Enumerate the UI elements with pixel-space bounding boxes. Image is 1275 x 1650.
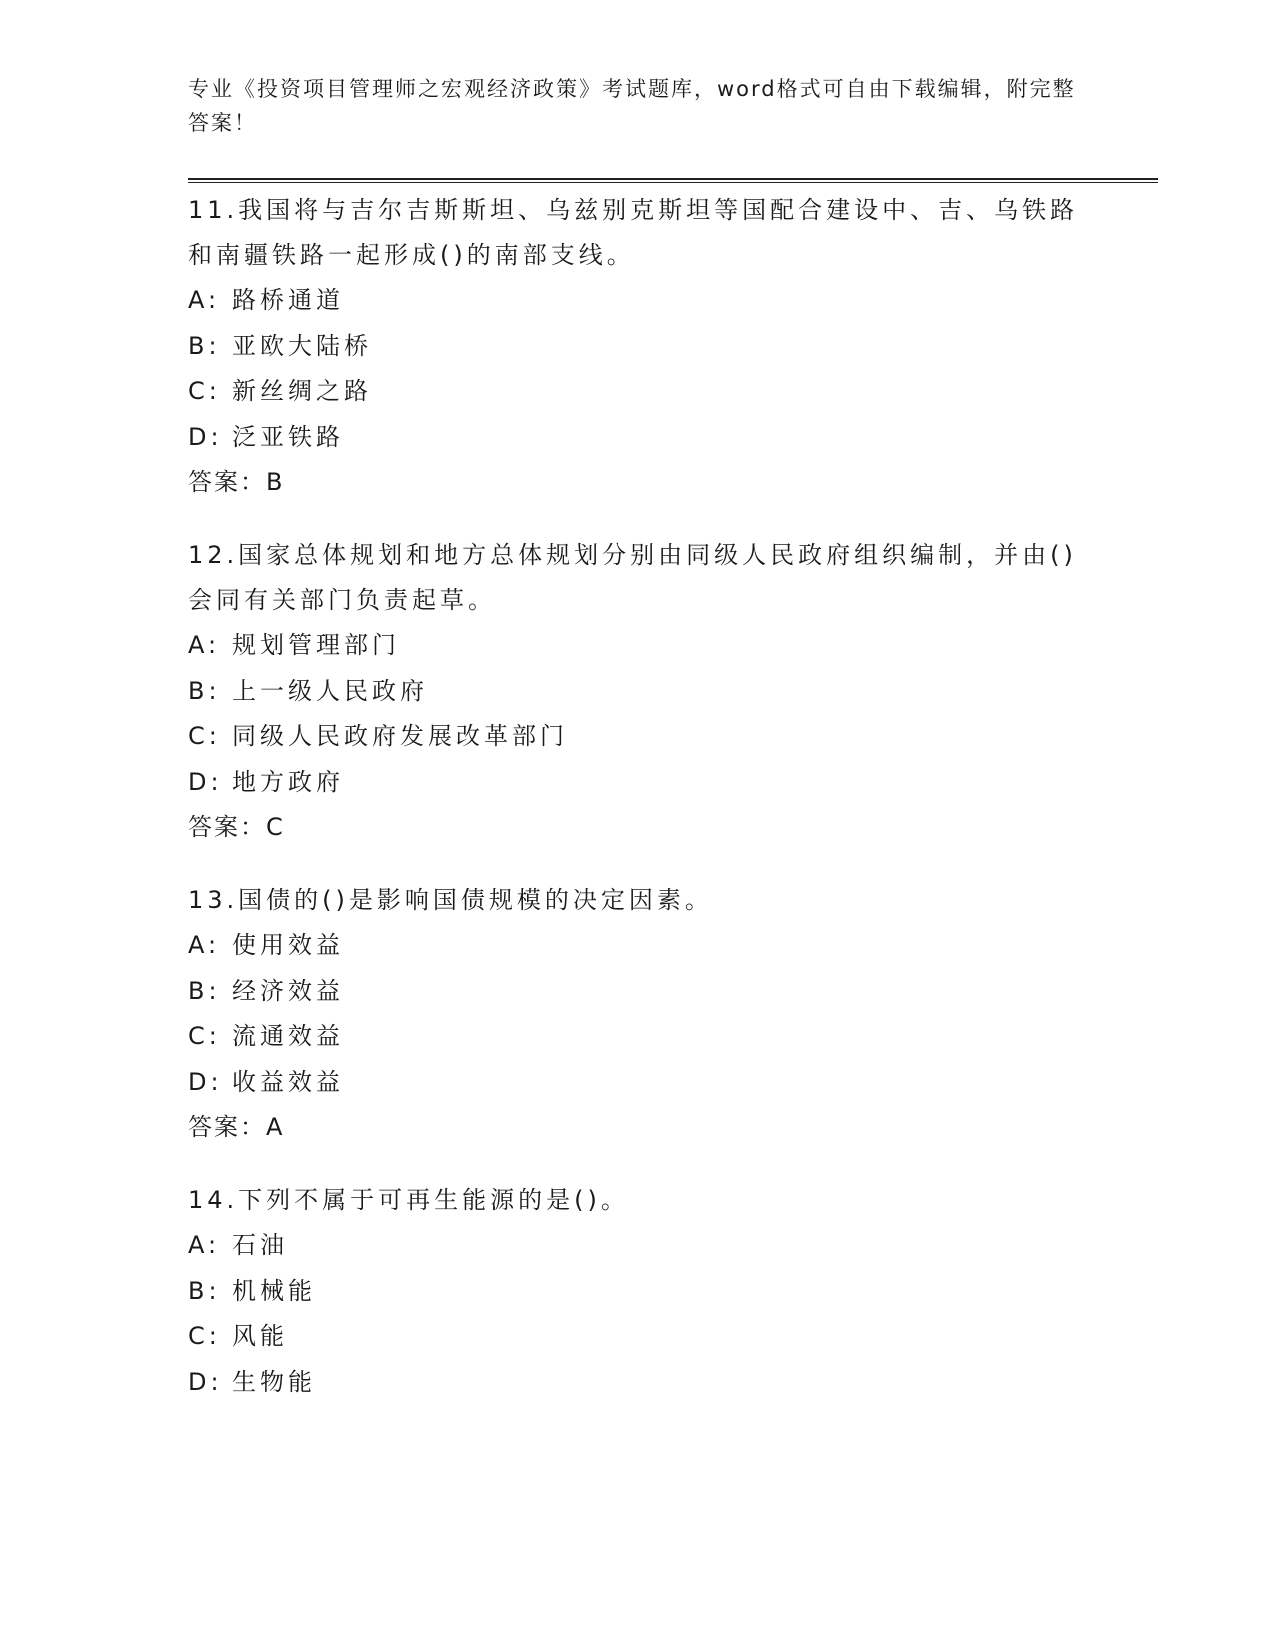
option-text: 使用效益 — [232, 931, 344, 959]
answer: 答案：B — [188, 468, 285, 496]
option-a — [188, 1223, 1088, 1269]
question-list — [188, 188, 1088, 1433]
option-b — [188, 1269, 1088, 1315]
option-text: 经济效益 — [232, 976, 344, 1005]
option-letter: D: — [188, 422, 223, 451]
option-c — [188, 1014, 1088, 1060]
option-letter: B: — [188, 976, 221, 1005]
option-letter: A: — [188, 286, 221, 314]
option-a — [188, 623, 1088, 669]
option-text: 新丝绸之路 — [232, 377, 372, 405]
option-text: 规划管理部门 — [232, 631, 400, 659]
option-text: 风能 — [232, 1322, 288, 1350]
option-text: 流通效益 — [232, 1022, 344, 1050]
option-a — [188, 278, 1088, 324]
question-12 — [188, 533, 1088, 850]
answer: 答案：C — [188, 813, 285, 841]
option-letter: D: — [188, 767, 223, 796]
option-text: 同级人民政府发展改革部门 — [232, 722, 568, 750]
option-b — [188, 324, 1088, 370]
option-letter: C: — [188, 1322, 221, 1350]
option-letter: A: — [188, 1231, 221, 1259]
question-11 — [188, 188, 1088, 505]
option-text: 地方政府 — [232, 767, 344, 796]
option-letter: C: — [188, 377, 221, 405]
header-divider — [188, 178, 1158, 183]
option-letter: B: — [188, 331, 221, 360]
option-text: 上一级人民政府 — [232, 676, 428, 705]
option-text: 收益效益 — [232, 1067, 344, 1096]
option-letter: B: — [188, 676, 221, 705]
option-text: 亚欧大陆桥 — [232, 331, 372, 360]
option-d — [188, 1360, 1088, 1406]
option-text: 路桥通道 — [232, 286, 344, 314]
option-c — [188, 369, 1088, 415]
option-d — [188, 415, 1088, 461]
question-14 — [188, 1178, 1088, 1405]
option-text: 石油 — [232, 1231, 288, 1259]
answer: 答案：A — [188, 1113, 285, 1141]
option-text: 泛亚铁路 — [232, 422, 344, 451]
option-text: 生物能 — [232, 1367, 316, 1396]
question-stem: 13.国债的()是影响国债规模的决定因素。 — [188, 886, 713, 914]
question-stem: 14.下列不属于可再生能源的是()。 — [188, 1186, 629, 1214]
option-letter: A: — [188, 931, 221, 959]
option-text: 机械能 — [232, 1276, 316, 1305]
option-letter: A: — [188, 631, 221, 659]
question-stem: 12.国家总体规划和地方总体规划分别由同级人民政府组织编制，并由()会同有关部门负责起草。 — [188, 541, 1077, 614]
option-letter: C: — [188, 1022, 221, 1050]
option-letter: B: — [188, 1276, 221, 1305]
option-d — [188, 760, 1088, 806]
option-a — [188, 923, 1088, 969]
question-stem: 11.我国将与吉尔吉斯斯坦、乌兹别克斯坦等国配合建设中、吉、乌铁路和南疆铁路一起形成()的南部支线。 — [188, 196, 1079, 269]
option-letter: D: — [188, 1067, 223, 1096]
document-header: 专业《投资项目管理师之宏观经济政策》考试题库，word格式可自由下载编辑，附完整答案！ — [188, 77, 1076, 135]
option-letter: D: — [188, 1367, 223, 1396]
option-c — [188, 714, 1088, 760]
question-13 — [188, 878, 1088, 1150]
option-d — [188, 1060, 1088, 1106]
option-c — [188, 1314, 1088, 1360]
option-b — [188, 969, 1088, 1015]
option-b — [188, 669, 1088, 715]
option-letter: C: — [188, 722, 221, 750]
